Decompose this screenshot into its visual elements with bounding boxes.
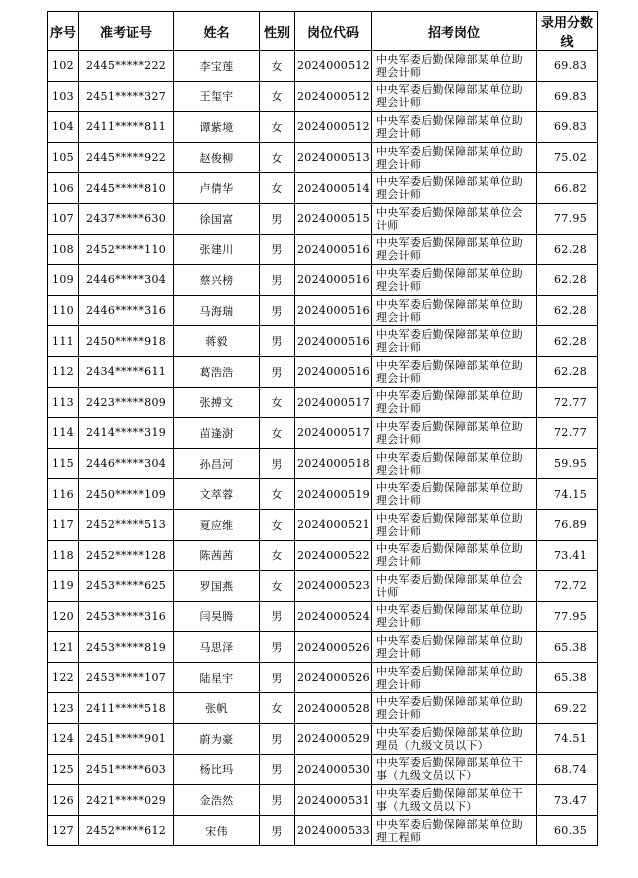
cell-score: 69.83 [537, 81, 598, 112]
cell-post: 中央军委后勤保障部某单位干事（九级文员以下） [372, 754, 537, 785]
cell-exam-id: 2411*****811 [79, 112, 174, 143]
cell-code: 2024000515 [295, 203, 372, 234]
cell-gender: 女 [260, 81, 295, 112]
cell-no: 123 [48, 693, 79, 724]
cell-exam-id: 2451*****901 [79, 724, 174, 755]
cell-gender: 女 [260, 51, 295, 82]
cell-post: 中央军委后勤保障部某单位助理会计师 [372, 112, 537, 143]
cell-score: 68.74 [537, 754, 598, 785]
cell-code: 2024000529 [295, 724, 372, 755]
table-row [48, 265, 598, 296]
table-row [48, 51, 598, 82]
cell-gender: 男 [260, 326, 295, 357]
header-gender: 性别 [260, 12, 295, 51]
cell-name: 蔡兴榜 [174, 265, 260, 296]
cell-name: 金浩然 [174, 785, 260, 816]
cell-exam-id: 2446*****304 [79, 448, 174, 479]
table-row [48, 326, 598, 357]
cell-post: 中央军委后勤保障部某单位助理工程师 [372, 815, 537, 846]
cell-code: 2024000518 [295, 448, 372, 479]
table-row [48, 448, 598, 479]
cell-score: 75.02 [537, 142, 598, 173]
cell-score: 74.15 [537, 479, 598, 510]
cell-name: 陈茜茜 [174, 540, 260, 571]
table-row [48, 724, 598, 755]
table-row [48, 601, 598, 632]
cell-no: 108 [48, 234, 79, 265]
cell-score: 62.28 [537, 265, 598, 296]
cell-gender: 女 [260, 479, 295, 510]
cell-post: 中央军委后勤保障部某单位助理会计师 [372, 173, 537, 204]
header-row [48, 12, 598, 51]
cell-code: 2024000512 [295, 51, 372, 82]
cell-exam-id: 2452*****513 [79, 509, 174, 540]
cell-no: 105 [48, 142, 79, 173]
cell-name: 蒋毅 [174, 326, 260, 357]
table-row [48, 479, 598, 510]
cell-code: 2024000516 [295, 234, 372, 265]
cell-post: 中央军委后勤保障部某单位助理会计师 [372, 540, 537, 571]
cell-code: 2024000517 [295, 387, 372, 418]
cell-exam-id: 2423*****809 [79, 387, 174, 418]
table-row [48, 356, 598, 387]
cell-score: 62.28 [537, 234, 598, 265]
table-row [48, 540, 598, 571]
cell-no: 103 [48, 81, 79, 112]
cell-post: 中央军委后勤保障部某单位助理会计师 [372, 693, 537, 724]
cell-code: 2024000522 [295, 540, 372, 571]
cell-gender: 女 [260, 142, 295, 173]
cell-name: 葛浩浩 [174, 356, 260, 387]
cell-exam-id: 2414*****319 [79, 418, 174, 449]
table-row [48, 81, 598, 112]
document-page [47, 11, 597, 846]
cell-exam-id: 2434*****611 [79, 356, 174, 387]
cell-post: 中央军委后勤保障部某单位助理员（九级文员以下） [372, 724, 537, 755]
table-row [48, 173, 598, 204]
cell-post: 中央军委后勤保障部某单位会计师 [372, 203, 537, 234]
cell-exam-id: 2452*****612 [79, 815, 174, 846]
cell-no: 121 [48, 632, 79, 663]
cell-name: 苗逢澍 [174, 418, 260, 449]
cell-gender: 男 [260, 203, 295, 234]
cell-code: 2024000513 [295, 142, 372, 173]
cell-score: 59.95 [537, 448, 598, 479]
cell-exam-id: 2437*****630 [79, 203, 174, 234]
cell-name: 宋伟 [174, 815, 260, 846]
cell-name: 张建川 [174, 234, 260, 265]
table-row [48, 418, 598, 449]
cell-no: 115 [48, 448, 79, 479]
cell-gender: 男 [260, 448, 295, 479]
cell-exam-id: 2453*****625 [79, 571, 174, 602]
header-score: 录用分数线 [537, 12, 598, 51]
cell-gender: 男 [260, 601, 295, 632]
cell-exam-id: 2446*****316 [79, 295, 174, 326]
cell-no: 113 [48, 387, 79, 418]
table-row [48, 142, 598, 173]
cell-score: 76.89 [537, 509, 598, 540]
table-row [48, 509, 598, 540]
cell-name: 孙昌河 [174, 448, 260, 479]
cell-exam-id: 2450*****109 [79, 479, 174, 510]
cell-name: 陆星宇 [174, 662, 260, 693]
cell-score: 72.77 [537, 387, 598, 418]
cell-post: 中央军委后勤保障部某单位助理会计师 [372, 81, 537, 112]
cell-post: 中央军委后勤保障部某单位助理会计师 [372, 234, 537, 265]
cell-code: 2024000530 [295, 754, 372, 785]
results-table [47, 11, 598, 846]
cell-score: 69.83 [537, 51, 598, 82]
cell-post: 中央军委后勤保障部某单位助理会计师 [372, 632, 537, 663]
cell-name: 文萃蓉 [174, 479, 260, 510]
cell-score: 77.95 [537, 601, 598, 632]
cell-name: 张搏文 [174, 387, 260, 418]
cell-no: 127 [48, 815, 79, 846]
cell-post: 中央军委后勤保障部某单位助理会计师 [372, 601, 537, 632]
cell-code: 2024000512 [295, 112, 372, 143]
cell-exam-id: 2421*****029 [79, 785, 174, 816]
cell-score: 74.51 [537, 724, 598, 755]
table-row [48, 815, 598, 846]
cell-no: 118 [48, 540, 79, 571]
cell-no: 125 [48, 754, 79, 785]
cell-score: 72.72 [537, 571, 598, 602]
cell-exam-id: 2453*****316 [79, 601, 174, 632]
cell-exam-id: 2446*****304 [79, 265, 174, 296]
cell-code: 2024000526 [295, 662, 372, 693]
cell-name: 谭紫境 [174, 112, 260, 143]
cell-name: 李宝莲 [174, 51, 260, 82]
cell-code: 2024000512 [295, 81, 372, 112]
cell-no: 111 [48, 326, 79, 357]
cell-gender: 男 [260, 295, 295, 326]
cell-gender: 男 [260, 785, 295, 816]
cell-name: 赵俊柳 [174, 142, 260, 173]
cell-no: 107 [48, 203, 79, 234]
cell-score: 66.82 [537, 173, 598, 204]
cell-score: 65.38 [537, 662, 598, 693]
cell-exam-id: 2445*****222 [79, 51, 174, 82]
header-post: 招考岗位 [372, 12, 537, 51]
table-row [48, 295, 598, 326]
cell-no: 114 [48, 418, 79, 449]
cell-name: 徐国富 [174, 203, 260, 234]
cell-no: 117 [48, 509, 79, 540]
cell-post: 中央军委后勤保障部某单位助理会计师 [372, 418, 537, 449]
cell-name: 罗国燕 [174, 571, 260, 602]
cell-post: 中央军委后勤保障部某单位助理会计师 [372, 265, 537, 296]
cell-post: 中央军委后勤保障部某单位助理会计师 [372, 662, 537, 693]
cell-code: 2024000519 [295, 479, 372, 510]
cell-code: 2024000533 [295, 815, 372, 846]
cell-gender: 男 [260, 754, 295, 785]
cell-no: 109 [48, 265, 79, 296]
table-body [48, 51, 598, 846]
cell-exam-id: 2411*****518 [79, 693, 174, 724]
cell-code: 2024000514 [295, 173, 372, 204]
cell-name: 王玺宇 [174, 81, 260, 112]
cell-score: 65.38 [537, 632, 598, 663]
cell-code: 2024000528 [295, 693, 372, 724]
cell-exam-id: 2452*****110 [79, 234, 174, 265]
cell-name: 马思泽 [174, 632, 260, 663]
cell-score: 62.28 [537, 356, 598, 387]
cell-gender: 女 [260, 173, 295, 204]
cell-gender: 女 [260, 112, 295, 143]
cell-exam-id: 2451*****327 [79, 81, 174, 112]
cell-post: 中央军委后勤保障部某单位助理会计师 [372, 479, 537, 510]
table-row [48, 785, 598, 816]
cell-code: 2024000523 [295, 571, 372, 602]
cell-code: 2024000516 [295, 265, 372, 296]
cell-name: 张帆 [174, 693, 260, 724]
cell-post: 中央军委后勤保障部某单位助理会计师 [372, 387, 537, 418]
cell-score: 72.77 [537, 418, 598, 449]
cell-post: 中央军委后勤保障部某单位助理会计师 [372, 142, 537, 173]
cell-gender: 女 [260, 693, 295, 724]
cell-code: 2024000516 [295, 326, 372, 357]
cell-no: 110 [48, 295, 79, 326]
cell-gender: 男 [260, 234, 295, 265]
cell-score: 60.35 [537, 815, 598, 846]
table-row [48, 387, 598, 418]
cell-name: 闫昊腾 [174, 601, 260, 632]
cell-name: 蔚为豪 [174, 724, 260, 755]
cell-code: 2024000516 [295, 295, 372, 326]
cell-post: 中央军委后勤保障部某单位助理会计师 [372, 295, 537, 326]
cell-no: 106 [48, 173, 79, 204]
cell-code: 2024000526 [295, 632, 372, 663]
cell-post: 中央军委后勤保障部某单位助理会计师 [372, 326, 537, 357]
cell-gender: 女 [260, 387, 295, 418]
cell-code: 2024000521 [295, 509, 372, 540]
cell-gender: 女 [260, 509, 295, 540]
cell-gender: 男 [260, 815, 295, 846]
cell-exam-id: 2450*****918 [79, 326, 174, 357]
cell-no: 120 [48, 601, 79, 632]
cell-exam-id: 2445*****810 [79, 173, 174, 204]
table-row [48, 632, 598, 663]
table-row [48, 203, 598, 234]
cell-gender: 男 [260, 356, 295, 387]
cell-no: 104 [48, 112, 79, 143]
cell-exam-id: 2451*****603 [79, 754, 174, 785]
cell-no: 102 [48, 51, 79, 82]
cell-no: 119 [48, 571, 79, 602]
cell-post: 中央军委后勤保障部某单位干事（九级文员以下） [372, 785, 537, 816]
header-code: 岗位代码 [295, 12, 372, 51]
cell-post: 中央军委后勤保障部某单位助理会计师 [372, 51, 537, 82]
cell-code: 2024000517 [295, 418, 372, 449]
cell-name: 杨比玛 [174, 754, 260, 785]
cell-gender: 女 [260, 571, 295, 602]
cell-no: 112 [48, 356, 79, 387]
cell-no: 116 [48, 479, 79, 510]
cell-exam-id: 2453*****107 [79, 662, 174, 693]
cell-post: 中央军委后勤保障部某单位会计师 [372, 571, 537, 602]
table-row [48, 693, 598, 724]
cell-score: 73.41 [537, 540, 598, 571]
cell-no: 122 [48, 662, 79, 693]
cell-score: 69.83 [537, 112, 598, 143]
cell-gender: 男 [260, 662, 295, 693]
cell-gender: 女 [260, 540, 295, 571]
cell-score: 73.47 [537, 785, 598, 816]
cell-name: 卢倩华 [174, 173, 260, 204]
cell-gender: 女 [260, 418, 295, 449]
cell-gender: 男 [260, 632, 295, 663]
table-row [48, 571, 598, 602]
cell-post: 中央军委后勤保障部某单位助理会计师 [372, 356, 537, 387]
table-row [48, 234, 598, 265]
cell-gender: 男 [260, 724, 295, 755]
cell-post: 中央军委后勤保障部某单位助理会计师 [372, 448, 537, 479]
cell-exam-id: 2452*****128 [79, 540, 174, 571]
cell-code: 2024000531 [295, 785, 372, 816]
cell-score: 62.28 [537, 295, 598, 326]
cell-code: 2024000524 [295, 601, 372, 632]
cell-exam-id: 2453*****819 [79, 632, 174, 663]
table-row [48, 754, 598, 785]
cell-score: 77.95 [537, 203, 598, 234]
cell-name: 夏应维 [174, 509, 260, 540]
cell-no: 126 [48, 785, 79, 816]
header-name: 姓名 [174, 12, 260, 51]
cell-post: 中央军委后勤保障部某单位助理会计师 [372, 509, 537, 540]
cell-score: 69.22 [537, 693, 598, 724]
cell-gender: 男 [260, 265, 295, 296]
table-row [48, 662, 598, 693]
cell-code: 2024000516 [295, 356, 372, 387]
table-row [48, 112, 598, 143]
header-no: 序号 [48, 12, 79, 51]
header-exam-id: 准考证号 [79, 12, 174, 51]
cell-exam-id: 2445*****922 [79, 142, 174, 173]
cell-score: 62.28 [537, 326, 598, 357]
cell-name: 马海瑞 [174, 295, 260, 326]
cell-no: 124 [48, 724, 79, 755]
